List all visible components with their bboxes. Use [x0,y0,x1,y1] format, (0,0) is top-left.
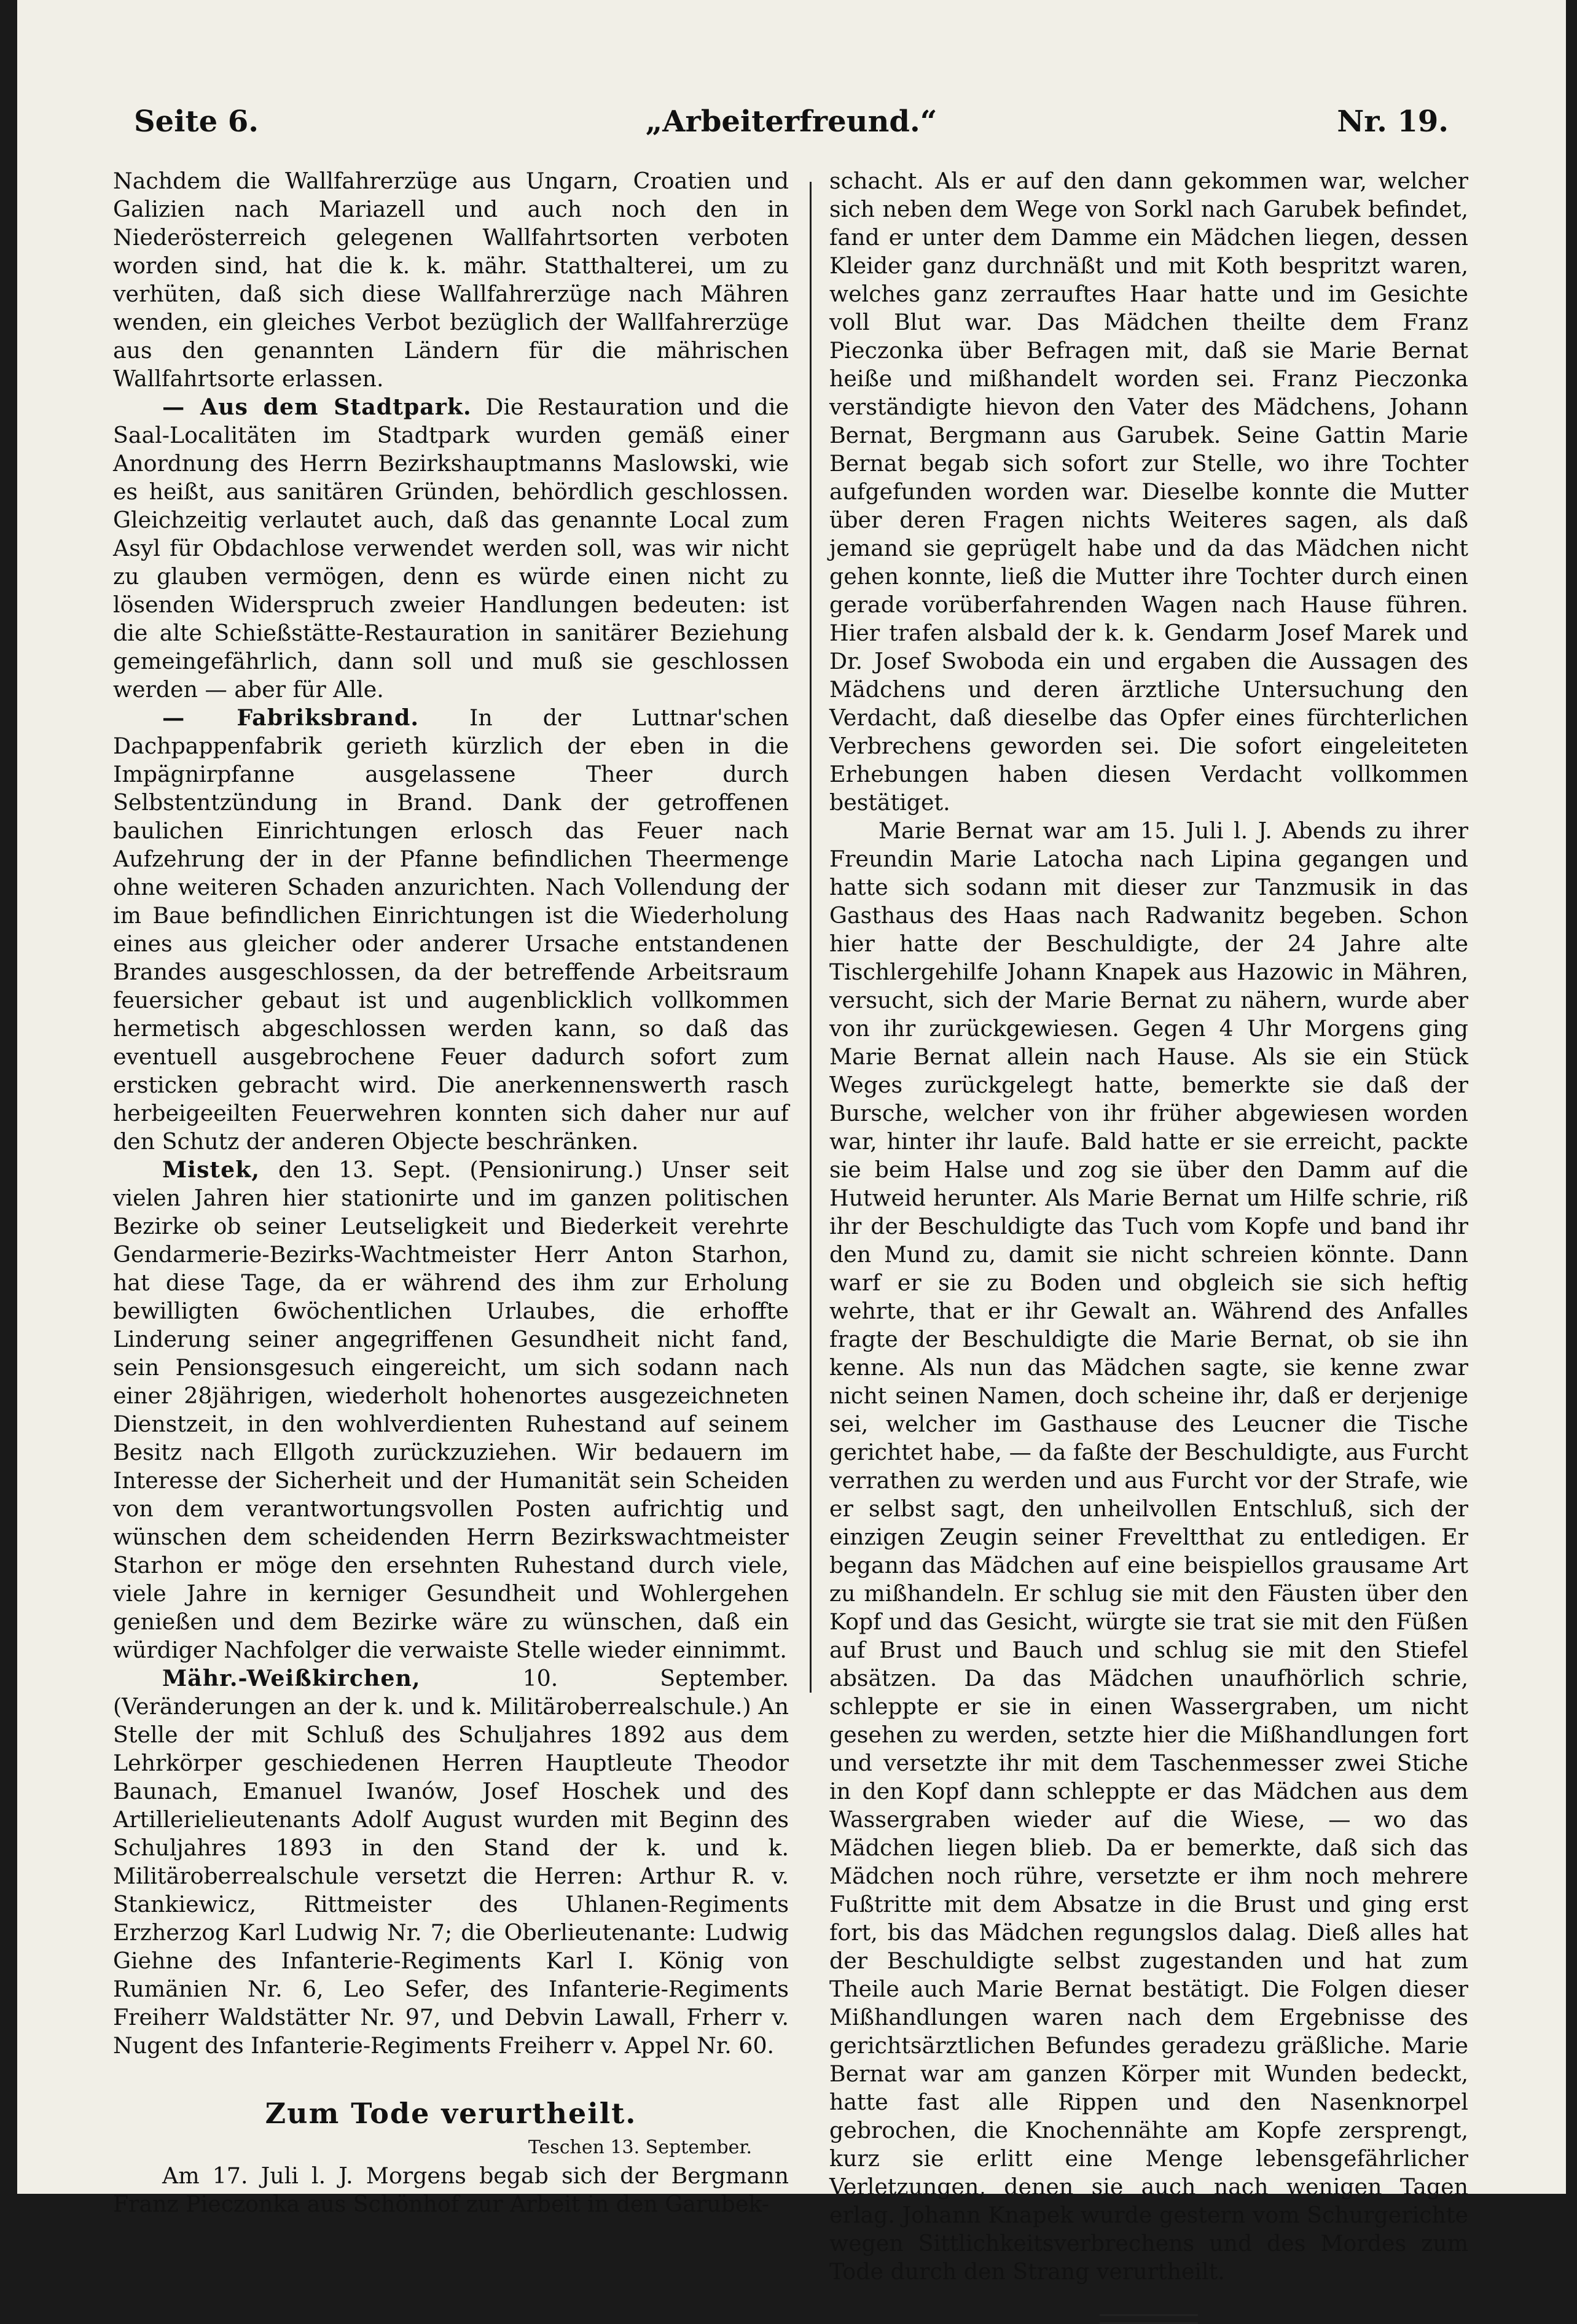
page-number: Seite 6. [134,104,259,139]
article-weisskirchen [113,1664,789,2060]
article-tode-part2: Marie Bernat war am 15. Juli l. J. Abends zu ihrer Freundin Marie Latocha nach Lipina gegangen und hatte sich sodann mit dieser zur Tanzmusik in das Gasthaus des Haas nach Radwanitz begeben. Schon hier hatte der Beschuldigte, der 24 Jahre alte Tischlergehilfe Johann Knapek aus Hazowic in Mähren, versucht, sich der Marie Bernat zu nähern, wurde aber von ihr zurückgewiesen. Gegen 4 Uhr Morgens ging Marie Bernat allein nach Hause. Als sie ein Stück Weges zurückgelegt hatte, bemerkte sie daß der Bursche, welcher von ihr früher abgewiesen worden war, hinter ihr laufe. Bald hatte er sie erreicht, packte sie beim Halse und zog sie über den Damm auf die Hutweid herunter. Als Marie Bernat um Hilfe schrie, riß ihr der Beschuldigte das Tuch vom Kopfe und band ihr den Mund zu, damit sie nicht schreien könnte. Dann warf er sie zu Boden und obgleich sie sich heftig wehrte, that er ihr Gewalt an. Während des Anfalles fragte der Beschuldigte die Marie Bernat, ob sie ihn kenne. Als nun das Mädchen sagte, sie kenne zwar nicht seinen Namen, doch scheine ihr, daß er derjenige sei, welcher im Gasthause des Leucner die Tische gerichtet habe, — da faßte der Beschuldigte, aus Furcht verrathen zu werden und aus Furcht vor der Strafe, wie er selbst sagt, den unheilvollen Entschluß, sich der einzigen Zeugin seiner Freveltthat zu entledigen. Er begann das Mädchen auf eine beispiellos grausame Art zu mißhandeln. Er schlug sie mit den Fäusten über den Kopf und das Gesicht, würgte sie trat sie mit den Füßen auf Brust und Bauch und schlug sie mit den Stiefel absätzen. Da das Mädchen unaufhörlich schrie, schleppte er sie in einen Wassergraben, um nicht gesehen zu werden, setzte hier die Mißhandlungen fort und versetzte ihr mit dem Taschenmesser zwei Stiche in den Kopf dann schleppte er das Mädchen aus dem Wassergraben wieder auf die Wiese, — wo das Mädchen liegen blieb. Da er bemerkte, daß sich das Mädchen noch rühre, versetzte er ihm noch mehrere Fußtritte mit dem Absatze in die Brust und ging erst fort, bis das Mädchen regungslos dalag. Dieß alles hat der Beschuldigte selbst zugestanden und hat zum Theile auch Marie Bernat bestätigt. Die Folgen dieser Mißhandlungen waren nach dem Ergebnisse des gerichtsärztlichen Befundes geradezu gräßliche. Marie Bernat war am ganzen Körper mit Wunden bedeckt, hatte fast alle Rippen und den Nasenknorpel gebrochen, die Knochennähte am Kopfe zersprengt, kurz sie erlitt eine Menge lebensgefährlicher Verletzungen, denen sie auch nach wenigen Tagen erlag. Johann Knapek wurde gestern vom Schurgerichte wegen Sittlichkeitsverbrechens und des Mordes zum Tode durch den Strang verurtheilt. [829,817,1468,2285]
article-tode-start: Am 17. Juli l. J. Morgens begab sich der Bergmann Franz Pieczonka aus Schönhof zur Arbeit in den Garubek- [113,2162,789,2217]
article-tode-continued: schacht. Als er auf den dann gekommen war, welcher sich neben dem Wege von Sorkl nach Garubek befindet, fand er unter dem Damme ein Mädchen liegen, dessen Kleider ganz durchnäßt und mit Koth bespritzt waren, welches ganz zerrauftes Haar hatte und im Gesichte voll Blut war. Das Mädchen theilte dem Franz Pieczonka über Befragen mit, daß sie Marie Bernat heiße und mißhandelt worden sei. Franz Pieczonka verständigte hievon den Vater des Mädchens, Johann Bernat, Bergmann aus Garubek. Seine Gattin Marie Bernat begab sich sofort zur Stelle, wo ihre Tochter aufgefunden worden war. Dieselbe konnte die Mutter über deren Fragen nichts Weiteres sagen, als daß jemand sie geprügelt habe und da das Mädchen nicht gehen konnte, ließ die Mutter ihre Tochter durch einen gerade vorüberfahrenden Wagen nach Hause führen. Hier trafen alsbald der k. k. Gendarm Josef Marek und Dr. Josef Swoboda ein und ergaben die Aussagen des Mädchens und deren ärztliche Untersuchung den Verdacht, daß dieselbe das Opfer eines fürchterlichen Verbrechens geworden sei. Die sofort eingeleiteten Erhebungen haben diesen Verdacht vollkommen bestätiget. [829,168,1468,816]
right-column [829,167,1468,2324]
article-fabriksbrand [113,704,789,1156]
article-stadtpark [113,393,789,704]
article-title: Zum Tode verurtheilt. [265,2097,637,2130]
article-weisskirchen-text: 10. September. (Veränderungen an der k. und k. Militäroberrealschule.) An Stelle der mit Schluß des Schuljahres 1892 aus dem Lehrkörper geschiedenen Herren Hauptleute Theodor Baunach, Emanuel Iwanów, Josef Hoschek und des Artillerielieutenants Adolf August wurden mit Beginn des Schuljahres 1893 in den Stand der k. und k. Militäroberrealschule versetzt die Herren: Arthur R. v. Stankiewicz, Rittmeister des Uhlanen-Regiments Erzherzog Karl Ludwig Nr. 7; die Oberlieutenante: Ludwig Giehne des Infanterie-Regiments Karl I. König von Rumänien Nr. 6, Leo Sefer, des Infanterie-Regiments Freiherr Waldstätter Nr. 97, und Debvin Lawall, Frherr v. Nugent des Infanterie-Regiments Freiherr v. Appel Nr. 60. [113,1665,789,2059]
issue-number: Nr. 19. [1337,104,1449,139]
article-mistek-text: den 13. Sept. (Pensionirung.) Unser seit vielen Jahren hier stationirte und im ganzen politischen Bezirke ob seiner Leutseligkeit und Biederkeit verehrte Gendarmerie-Bezirks-Wachtmeister Herr Anton Starhon, hat diese Tage, da er während des ihm zur Erholung bewilligten 6wöchentlichen Urlaubes, die erhoffte Linderung seiner angegriffenen Gesundheit nicht fand, sein Pensionsgesuch eingereicht, um sich sodann nach einer 28jährigen, wiederholt hohenortes ausgezeichneten Dienstzeit, in den wohlverdienten Ruhestand auf seinem Besitz nach Ellgoth zurückzuziehen. Wir bedauern im Interesse der Sicherheit und der Humanität sein Scheiden von dem verantwortungsvollen Posten aufrichtig und wünschen dem scheidenden Herrn Bezirkswachtmeister Starhon er möge den ersehnten Ruhestand durch viele, viele Jahre in kerniger Gesundheit und Wohlergehen genießen und dem Bezirke wäre zu wünschen, daß ein würdiger Nachfolger die verwaiste Stelle wieder einnimmt. [113,1156,789,1663]
article-mistek-heading: Mistek, [162,1156,260,1183]
article-fabriksbrand-text: In der Luttnar'schen Dachpappenfabrik gerieth kürzlich der eben in die Impägnirpfanne ausgelassene Theer durch Selbstentzündung in Brand. Dank der getroffenen baulichen Einrichtungen erlosch das Feuer nach Aufzehrung der in der Pfanne befindlichen Theermenge ohne weiteren Schaden anzurichten. Nach Vollendung der im Baue befindlichen Einrichtungen ist die Wiederholung eines aus gleicher oder anderer Ursache entstandenen Brandes ausgeschlossen, da der betreffende Arbeitsraum feuersicher gebaut ist und augenblicklich vollkommen hermetisch abgeschlossen werden kann, so daß das eventuell ausgebrochene Feuer dadurch sofort zum ersticken gebracht wird. Die anerkennenswerth rasch herbeigeeilten Feuerwehren konnten sich daher nur auf den Schutz der anderen Objecte beschränken. [113,704,789,1155]
article-stadtpark-text: Die Restauration und die Saal-Localitäten im Stadtpark wurden gemäß einer Anordnung des Herrn Bezirkshauptmanns Maslowski, wie es heißt, aus sanitären Gründen, behördlich geschlossen. Gleichzeitig verlautet auch, daß das genannte Local zum Asyl für Obdachlose verwendet werden soll, was wir nicht zu glauben vermögen, denn es würde einen nicht zu lösenden Widerspruch zweier Handlungen bedeuten: ist die alte Schießstätte-Restauration in sanitärer Beziehung gemeingefährlich, dann soll und muß sie geschlossen werden — aber für Alle. [113,394,789,703]
page-header [134,104,1449,154]
left-column [113,167,789,2218]
newspaper-page [17,0,1566,2285]
article-wallfahrt: Nachdem die Wallfahrerzüge aus Ungarn, Croatien und Galizien nach Mariazell und auch noch den in Niederösterreich gelegenen Wallfahrtsorten verboten worden sind, hat die k. k. mähr. Statthalterei, um zu verhüten, daß sich diese Wallfahrerzüge nach Mähren wenden, ein gleiches Verbot bezüglich der Wallfahrerzüge aus den genannten Ländern für die mährischen Wallfahrtsorte erlassen. [113,168,789,392]
article-fabriksbrand-heading: — Fabriksbrand. [162,704,420,731]
article-stadtpark-heading: — Aus dem Stadtpark. [162,394,472,420]
article-weisskirchen-heading: Mähr.-Weißkirchen, [162,1665,421,1691]
end-divider [1100,2314,1198,2324]
article-dateline: Teschen 13. September. [528,2137,752,2158]
article-mistek [113,1156,789,1664]
newspaper-title: „Arbeiterfreund.“ [645,104,937,139]
column-divider [810,182,812,1693]
